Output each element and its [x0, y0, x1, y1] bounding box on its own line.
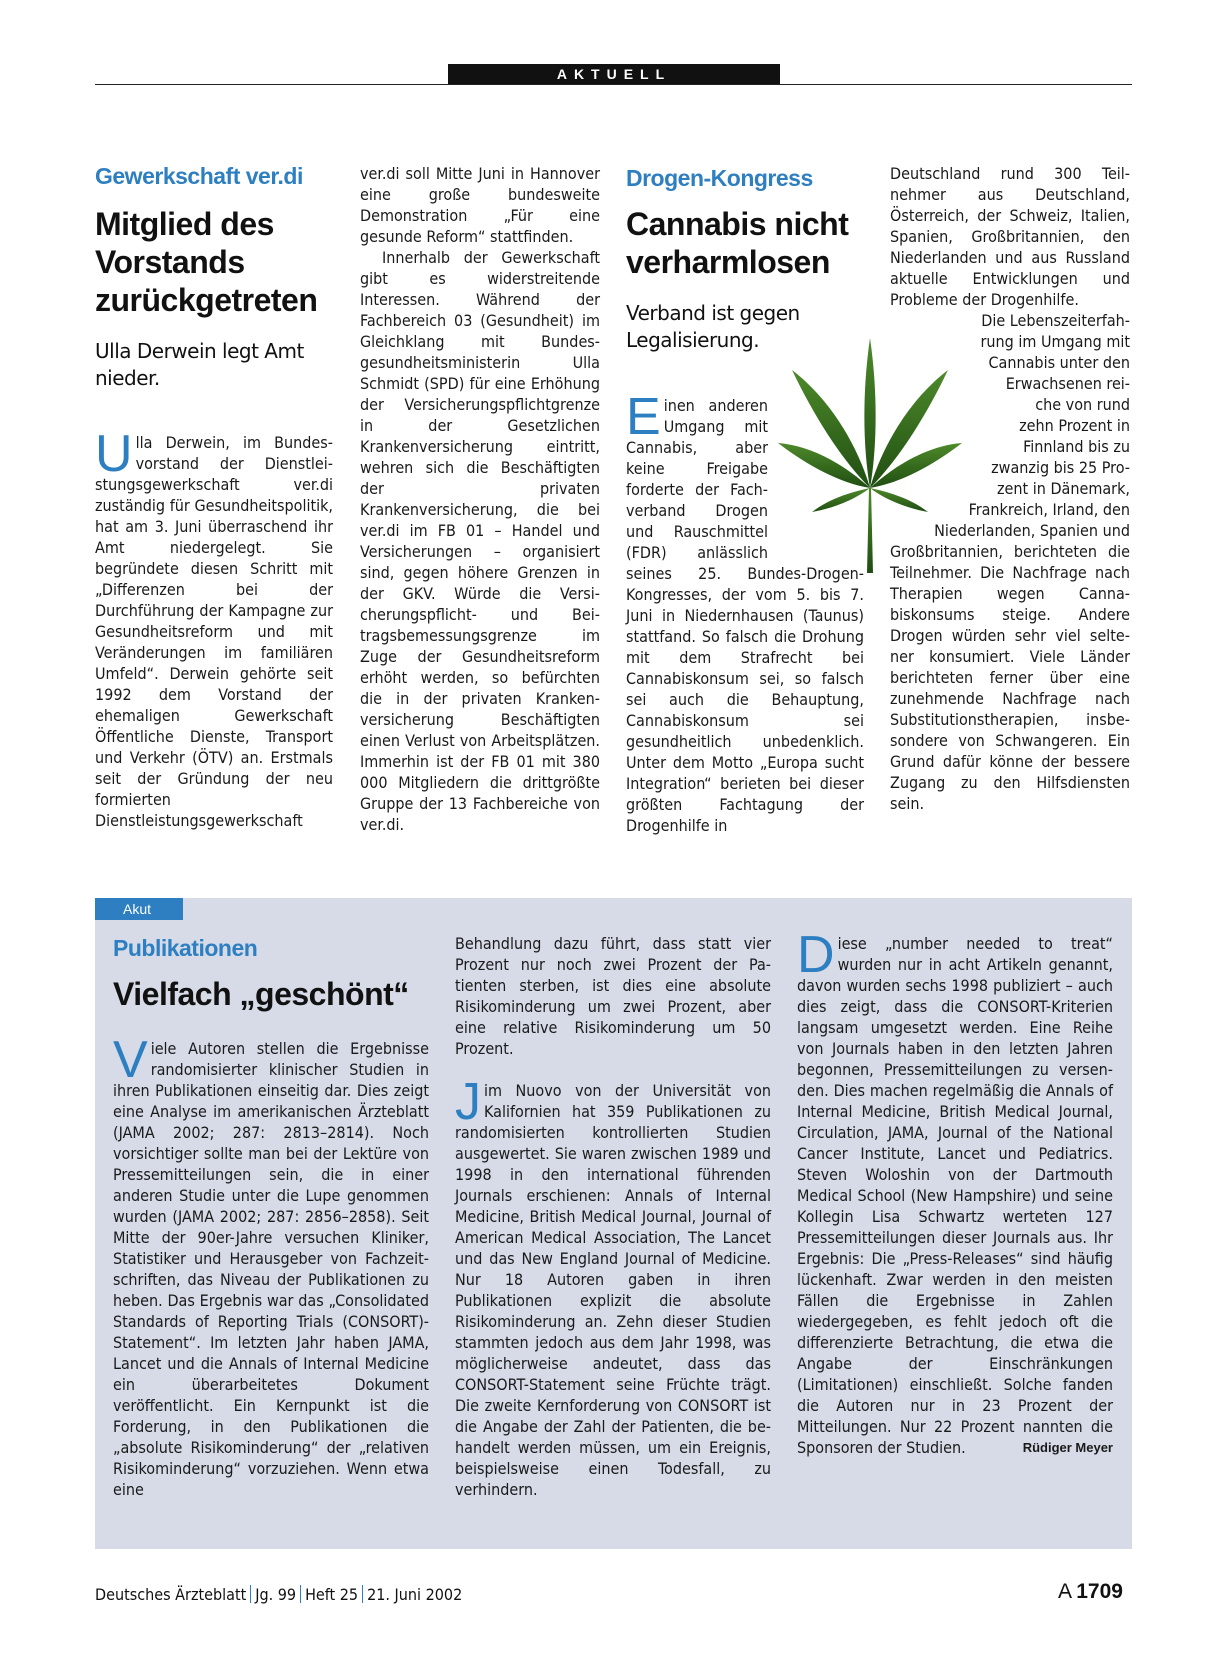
article3-col2-paragraph	[455, 1073, 771, 1500]
article2-col4-line: Cannabis unter den	[988, 353, 1130, 372]
article3-col2-text: im Nuovo von der Universität von Kalifornien hat 359 Publikationen zu randomisierten kontrollierten Studien ausgewertet. Sie waren zwischen 1989 und 1998 in den international führenden Journals erschienen: Annals of Internal Medicine, British Medical Journal, Journal of American Medical Association, The Lancet und das New England Journal of Medicine. Nur 18 Autoren gaben in ihren Publikationen explizit die absolute Risikominderung an. Zehn dieser Studien stammten jedoch aus dem Jahr 1998, was möglicherweise andeutet, dass das CONSORT-Statement seine Früchte trägt. Die zweite Kernforderung von CONSORT ist die Angabe der Zahl der Patienten, die behandelt werden müssen, um ein Ereignis, beispielsweise einen Todesfall, zu verhindern.	[455, 1081, 771, 1499]
article2-col4-line: Finnland bis zu	[1023, 437, 1130, 456]
article2-col4-line: Die Lebenszeiterfah-	[981, 311, 1130, 330]
article3-col2-paragraph: Behandlung dazu führt, dass statt vier Prozent nur noch zwei Prozent der Patienten sterben, ist dies eine absolute Risikominderung um zwei Prozent, aber eine relative Risikominderung um 50 Prozent.	[455, 934, 771, 1058]
article3-column1	[113, 1031, 429, 1500]
article3-headline: Vielfach „geschönt“	[113, 976, 409, 1012]
article1-col2-paragraph: ver.di soll Mitte Juni in Hannover eine große bundesweite Demonstration „Für eine gesunde Reform“ stattfinden.	[360, 164, 600, 246]
page-number	[1058, 1580, 1123, 1604]
drop-cap: J	[455, 1073, 481, 1131]
article2-col4-line: zehn Prozent in	[1019, 416, 1130, 435]
page-number-value: 1709	[1076, 1580, 1123, 1603]
article2-col4-wrap	[890, 310, 1130, 541]
article3-column2	[455, 933, 771, 1500]
header-rule	[95, 84, 1132, 85]
article2-col3-line: forderte der Fach-	[626, 480, 768, 499]
article2-col4-line: zwanzig bis 25 Pro-	[991, 458, 1130, 477]
article2-kicker: Drogen-Kongress	[626, 165, 813, 191]
section-rubric: AKTUELL	[448, 64, 780, 85]
article2-headline: Cannabis nicht verharmlosen	[626, 206, 849, 280]
page-prefix: A	[1058, 1580, 1073, 1603]
article2-col4-line: Erwachsenen rei-	[1005, 374, 1130, 393]
article1-col2-paragraph: Innerhalb der Gewerkschaft gibt es widerstreitende Interessen. Während der Fachbereich 03 (Gesundheit) im Gleichklang mit Bundesgesundheitsministerin Ulla Schmidt (SPD) für eine Erhöhung der Versicherungspflichtgrenze in der Gesetzlichen Krankenversicherung eintritt, wehren sich die Beschäftigten der privaten Krankenversicherung, die bei ver.di im FB 01 – Handel und Versicherungen – organisiert sind, gegen höhere Grenzen in der GKV. Würde die Versicherungspflicht- und Beitragsbemessungsgrenze im Zuge der Gesundheitsreform erhöht werden, so befürchten die in der privaten Krankenversicherung Beschäftigten einen Verlust von Arbeitsplätzen. Immerhin ist der FB 01 mit 380 000 Mitgliedern die drittgrößte Gruppe der 13 Fachbereiche von ver.di.	[360, 248, 600, 834]
article2-col3-line: und Rauschmittel	[626, 522, 768, 541]
article1-headline: Mitglied des Vorstands zurückgetreten	[95, 206, 318, 318]
drop-cap: D	[797, 926, 835, 984]
drop-cap: U	[95, 425, 133, 483]
article2-col4-line: zent in Dänemark,	[997, 479, 1130, 498]
footer-volume: Jg. 99	[255, 1585, 297, 1604]
article2-col4-line: rung im Umgang mit	[980, 332, 1130, 351]
article1-kicker: Gewerkschaft ver.di	[95, 163, 303, 189]
article2-col4-paragraph: Großbritannien, berichteten die Teilnehmer. Die Nachfrage nach Therapien wegen Cannabiskonsums steige. Andere Drogen würden sehr viel seltener konsumiert. Viele Länder berichteten ferner über eine zunehmende Nachfrage nach Substitutionstherapien, insbesondere von Schwangeren. Ein Grund dafür könne der bessere Zugang zu den Hilfsdiensten sein.	[890, 542, 1130, 813]
article2-column3	[626, 388, 864, 836]
article2-col4-paragraph: Deutschland rund 300 Teilnehmer aus Deutschland, Österreich, der Schweiz, Italien, Spanien, Großbritannien, den Niederlanden und aus Russland aktuelle Entwicklungen und Probleme der Drogenhilfe.	[890, 164, 1130, 309]
article3-kicker: Publikationen	[113, 935, 258, 961]
footer-citation	[95, 1585, 462, 1604]
article1-subhead: Ulla Derwein legt Amt nieder.	[95, 339, 304, 390]
footer-journal: Deutsches Ärzteblatt	[95, 1585, 247, 1604]
article2-col3-text: seines 25. Bundes-Drogen-Kongresses, der vom 5. bis 7. Juni in Niedernhausen (Taunus) stattfand. So falsch die Drohung mit dem Strafrecht bei Cannabiskonsum sei, so falsch sei auch die Behauptung, Cannabiskonsum sei gesundheitlich unbedenklich. Unter dem Motto „Europa sucht Integration“ berieten bei dieser größten Fachtagung der Drogenhilfe in	[626, 564, 864, 835]
author-signature: Rüdiger Meyer	[1022, 1440, 1113, 1455]
article2-col4-line: Niederlanden, Spanien und	[934, 521, 1130, 540]
footer-date: 21. Juni 2002	[367, 1585, 463, 1604]
footer-separator	[250, 1585, 251, 1603]
article2-col3-line: Cannabis, aber	[626, 438, 768, 457]
akut-tag: Akut	[95, 898, 183, 920]
footer-issue: Heft 25	[305, 1585, 359, 1604]
article2-subhead: Verband ist gegen Legalisierung.	[626, 301, 800, 352]
article2-col3-wrap	[626, 388, 768, 563]
article2-col4-line: che von rund	[1035, 395, 1130, 414]
article2-col3-line: inen anderen	[663, 396, 768, 415]
drop-cap: V	[113, 1031, 148, 1089]
article2-col3-line: (FDR) anlässlich	[626, 543, 768, 562]
article3-col3-text: iese „number needed to treat“ wurden nur in acht Artikeln genannt, davon wurden sechs 1998 publiziert – auch dies zeigt, dass die CONSORT-Kriterien langsam umgesetzt werden. Eine Reihe von Journals haben in den letzten Jahren begonnen, Pressemitteilungen zu versenden. Dies machen regelmäßig die Annals of Internal Medicine, British Medical Journal, Circulation, JAMA, Journal of the National Cancer Institute, Lancet und Pediatrics. Steven Woloshin von der Dartmouth Medical School (New Hampshire) und seine Kollegin Lisa Schwartz werteten 127 Pressemitteilungen dieser Journals aus. Ihr Ergebnis: Die „Press-Releases“ sind häufig lückenhaft. Zwar werden in den meisten Fällen die Ergebnisse in Zahlen wiedergegeben, es fehlt jedoch oft die differenzierte Betrachtung, die etwa die Angabe der Einschränkungen (Limitationen) einschließt. Solche fanden die Autoren nur in 23 Prozent der Mitteilungen. Nur 22 Prozent nannten die Sponsoren der Studien.	[797, 934, 1113, 1457]
footer-separator	[362, 1585, 363, 1603]
article3-column3	[797, 926, 1113, 1458]
article1-column1	[95, 425, 333, 831]
article3-col1-text: iele Autoren stellen die Ergebnisse randomisierter klinischer Studien in ihren Publikationen einseitig dar. Dies zeigt eine Analyse im amerikanischen Ärzteblatt (JAMA 2002; 287: 2813–2814). Noch vorsichtiger sollte man bei der Lektüre von Pressemitteilungen sein, die in einer anderen Studie unter die Lupe genommen wurden (JAMA 2002; 287: 2856–2858). Seit Mitte der 90er-Jahre versuchen Kliniker, Statistiker und Herausgeber von Fachzeitschriften, das Niveau der Publikationen zu heben. Das Ergebnis war das „Consolidated Standards of Reporting Trials (CONSORT)-Statement“. Im letzten Jahr haben JAMA, Lancet und die Annals of Internal Medicine ein überarbeitetes Dokument veröffentlicht. Ein Kernpunkt ist die Forderung, in den Publikationen die „absolute Risikominderung“ der „relativen Risikominderung“ vorzuziehen. Wenn etwa eine	[113, 1039, 429, 1499]
article2-column4	[890, 163, 1130, 814]
article2-col4-line: Frankreich, Irland, den	[968, 500, 1130, 519]
footer-separator	[300, 1585, 301, 1603]
article2-col3-line: keine Freigabe	[626, 459, 768, 478]
drop-cap: E	[626, 388, 661, 446]
article2-col3-line: Umgang mit	[663, 417, 768, 436]
article1-column2	[360, 163, 600, 835]
article1-col1-text: lla Derwein, im Bundesvorstand der Dienstleistungsgewerkschaft ver.di zuständig für Gesundheitspolitik, hat am 3. Juni überraschend ihr Amt niedergelegt. Sie begründete diesen Schritt mit „Differenzen bei der Durchführung der Kampagne zur Gesundheitsreform und mit Veränderungen im familiären Umfeld“. Derwein gehörte seit 1992 dem Vorstand der ehemaligen Gewerkschaft Öffentliche Dienste, Transport und Verkehr (ÖTV) an. Erstmals seit der Gründung der neu formierten Dienstleistungsgewerkschaft	[95, 433, 333, 830]
article2-col3-line: verband Drogen	[626, 501, 768, 520]
